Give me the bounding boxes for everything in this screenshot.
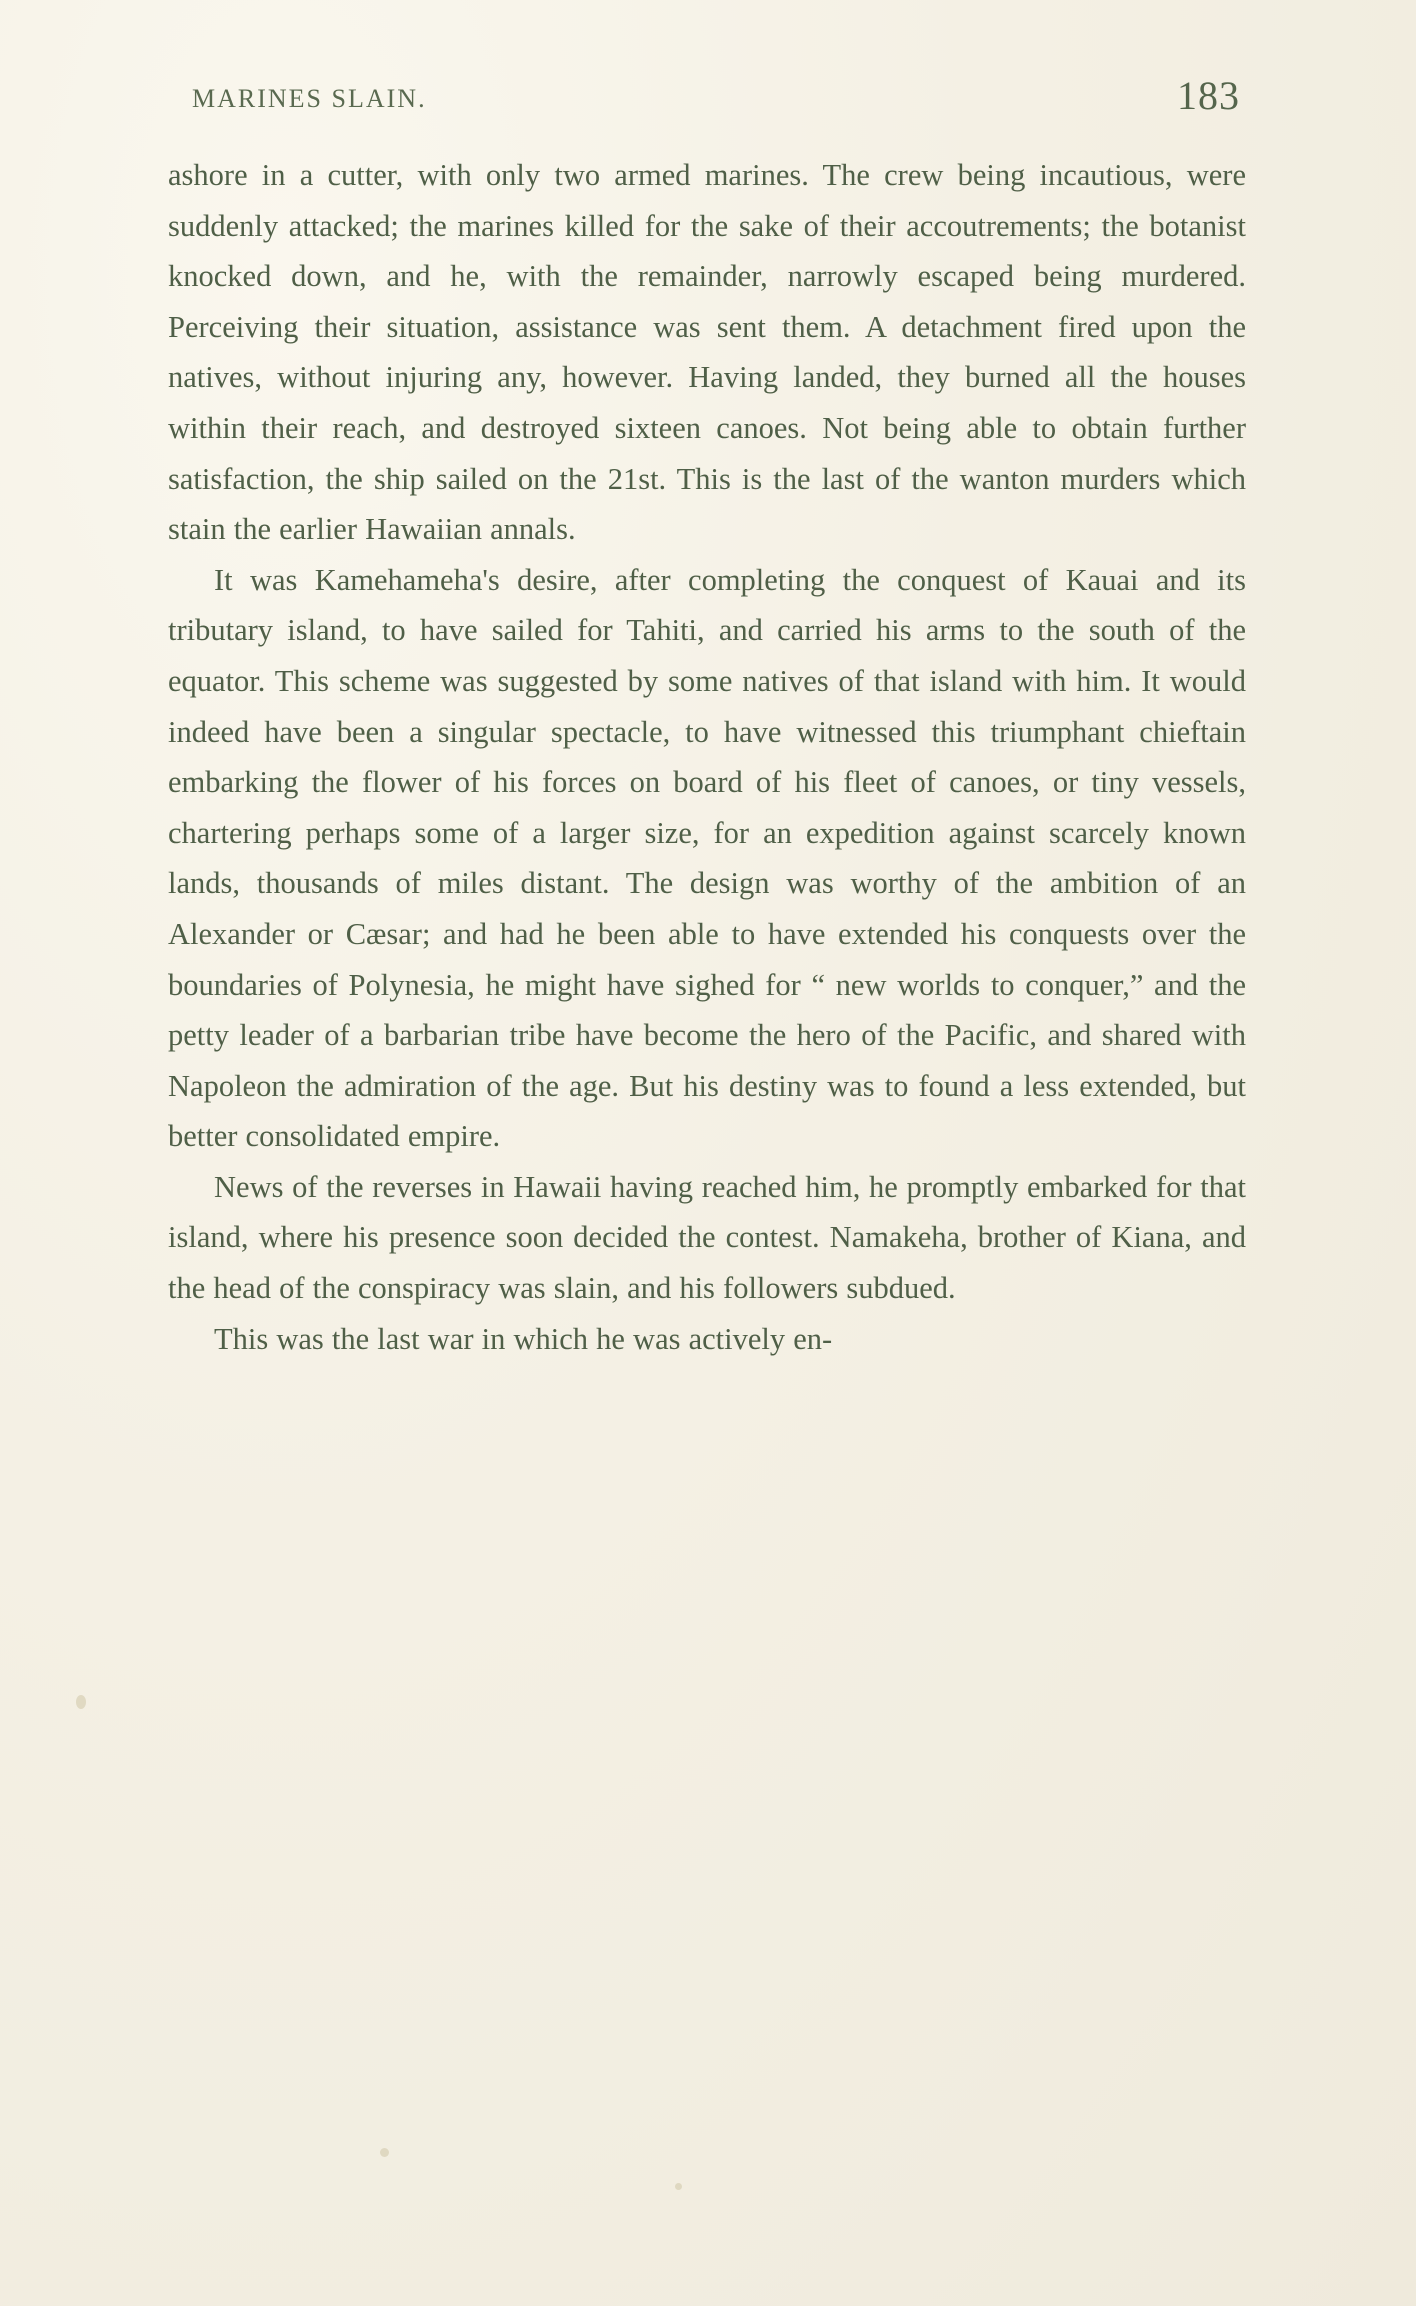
- paragraph: It was Kamehameha's desire, after completing the conquest of Kauai and its tributary island, to have sailed for Tahiti, and carried his arms to the south of the equator. This scheme was suggested by some natives of that island with him. It would indeed have been a singular spectacle, to have witnessed this triumphant chieftain embarking the flower of his forces on board of his fleet of canoes, or tiny vessels, chartering perhaps some of a larger size, for an expedition against scarcely known lands, thousands of miles distant. The design was worthy of the ambition of an Alexander or Cæsar; and had he been able to have extended his conquests over the boundaries of Polynesia, he might have sighed for “ new worlds to conquer,” and the petty leader of a barbarian tribe have become the hero of the Pacific, and shared with Napoleon the admiration of the age. But his destiny was to found a less extended, but better consolidated empire.: [168, 562, 1246, 1154]
- paragraph: ashore in a cutter, with only two armed marines. The crew being incautious, were suddenly attacked; the marines killed for the sake of their accoutrements; the botanist knocked down, and he, with the remainder, narrowly escaped being murdered. Perceiving their situation, assistance was sent them. A detachment fired upon the natives, without injuring any, however. Having landed, they burned all the houses within their reach, and destroyed sixteen canoes. Not being able to obtain further satisfaction, the ship sailed on the 21st. This is the last of the wanton murders which stain the earlier Hawaiian annals.: [168, 158, 1246, 547]
- paragraph: News of the reverses in Hawaii having reached him, he promptly embarked for that island, where his presence soon decided the contest. Namakeha, brother of Kiana, and the head of the conspiracy was slain, and his followers subdued.: [168, 1169, 1246, 1306]
- page-header: [176, 72, 1240, 126]
- paper-speck: [76, 1695, 86, 1709]
- page-number: 183: [1177, 73, 1240, 118]
- paper-speck: [675, 2183, 682, 2190]
- paragraph: This was the last war in which he was actively en-: [214, 1321, 833, 1356]
- paper-speck: [380, 2148, 389, 2157]
- running-head: MARINES SLAIN.: [192, 84, 427, 113]
- page-body: [168, 150, 1246, 1364]
